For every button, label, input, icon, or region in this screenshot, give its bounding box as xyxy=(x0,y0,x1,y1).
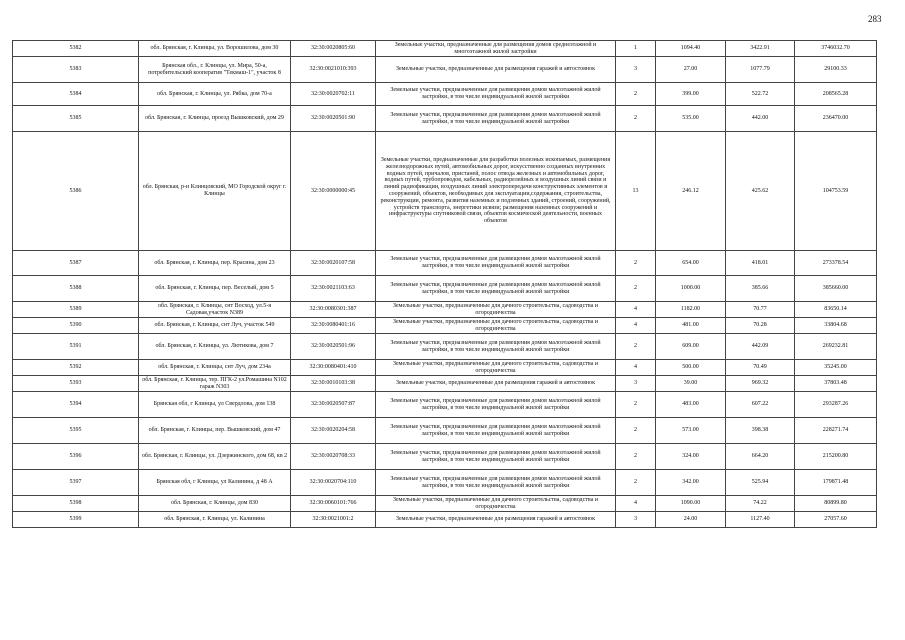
page-number: 283 xyxy=(868,14,882,24)
group-cell: 4 xyxy=(616,496,656,512)
group-cell: 4 xyxy=(616,318,656,334)
land-use-description-cell: Земельные участки, предназначенные для размещения домов малоэтажной жилой застройки, в том числе индивидуальной жилой застройки xyxy=(376,83,616,106)
cadastral-value-cell: 236470.00 xyxy=(795,106,877,132)
cadastral-number-cell: 32:30:0021001:2 xyxy=(291,512,376,528)
row-number: 5388 xyxy=(13,276,139,302)
rate-cell: 442.09 xyxy=(726,334,795,360)
group-cell: 2 xyxy=(616,392,656,418)
rate-cell: 1077.79 xyxy=(726,57,795,83)
row-number: 5382 xyxy=(13,41,139,57)
rate-cell: 385.66 xyxy=(726,276,795,302)
group-cell: 2 xyxy=(616,106,656,132)
cadastral-number-cell: 32:30:0020702:11 xyxy=(291,83,376,106)
row-number: 5390 xyxy=(13,318,139,334)
table-row xyxy=(13,57,877,83)
group-cell: 1 xyxy=(616,41,656,57)
address-cell: обл. Брянская, г. Клинцы, снт Луч, участок 549 xyxy=(139,318,291,334)
row-number: 5392 xyxy=(13,360,139,376)
address-cell: обл. Брянская, г. Клинцы, пер. Вышковский, дом 47 xyxy=(139,418,291,444)
row-number: 5383 xyxy=(13,57,139,83)
area-cell: 609.00 xyxy=(656,334,726,360)
rate-cell: 418.01 xyxy=(726,251,795,276)
group-cell: 4 xyxy=(616,360,656,376)
table-row xyxy=(13,360,877,376)
rate-cell: 398.38 xyxy=(726,418,795,444)
area-cell: 399.00 xyxy=(656,83,726,106)
area-cell: 246.12 xyxy=(656,132,726,251)
group-cell: 3 xyxy=(616,376,656,392)
land-use-description-cell: Земельные участки, предназначенные для размещения домов малоэтажной жилой застройки, в том числе индивидуальной жилой застройки xyxy=(376,276,616,302)
land-use-description-cell: Земельные участки, предназначенные для размещения гаражей и автостоянок xyxy=(376,512,616,528)
table-row xyxy=(13,106,877,132)
area-cell: 654.00 xyxy=(656,251,726,276)
cadastral-number-cell: 32:30:0080401:410 xyxy=(291,360,376,376)
group-cell: 2 xyxy=(616,470,656,496)
rate-cell: 607.22 xyxy=(726,392,795,418)
address-cell: обл. Брянская, г. Клинцы, ул. Калинина xyxy=(139,512,291,528)
land-registry-table xyxy=(12,40,877,528)
area-cell: 1000.00 xyxy=(656,276,726,302)
land-use-description-cell: Земельные участки, предназначенные для размещения домов малоэтажной жилой застройки, в том числе индивидуальной жилой застройки xyxy=(376,418,616,444)
cadastral-value-cell: 3746032.70 xyxy=(795,41,877,57)
area-cell: 483.00 xyxy=(656,392,726,418)
cadastral-value-cell: 104753.59 xyxy=(795,132,877,251)
cadastral-value-cell: 179871.48 xyxy=(795,470,877,496)
group-cell: 2 xyxy=(616,418,656,444)
land-use-description-cell: Земельные участки, предназначенные для размещения домов малоэтажной жилой застройки, в том числе индивидуальной жилой застройки xyxy=(376,470,616,496)
group-cell: 2 xyxy=(616,83,656,106)
table-body xyxy=(13,41,877,528)
land-use-description-cell: Земельные участки, предназначенные для дачного строительства, садоводства и огородничества xyxy=(376,318,616,334)
cadastral-number-cell: 32:30:0020507:87 xyxy=(291,392,376,418)
table-row xyxy=(13,302,877,318)
land-use-description-cell: Земельные участки, предназначенные для размещения гаражей и автостоянок xyxy=(376,57,616,83)
rate-cell: 522.72 xyxy=(726,83,795,106)
row-number: 5397 xyxy=(13,470,139,496)
area-cell: 481.00 xyxy=(656,318,726,334)
rate-cell: 664.20 xyxy=(726,444,795,470)
land-use-description-cell: Земельные участки, предназначенные для дачного строительства, садоводства и огородничества xyxy=(376,496,616,512)
cadastral-value-cell: 35245.00 xyxy=(795,360,877,376)
area-cell: 27.00 xyxy=(656,57,726,83)
table-row xyxy=(13,418,877,444)
table-row xyxy=(13,392,877,418)
cadastral-number-cell: 32:30:0020107:58 xyxy=(291,251,376,276)
row-number: 5384 xyxy=(13,83,139,106)
group-cell: 13 xyxy=(616,132,656,251)
row-number: 5394 xyxy=(13,392,139,418)
address-cell: обл. Брянская, г. Клинцы, пер. Красина, дом 23 xyxy=(139,251,291,276)
cadastral-value-cell: 273378.54 xyxy=(795,251,877,276)
row-number: 5391 xyxy=(13,334,139,360)
group-cell: 3 xyxy=(616,512,656,528)
area-cell: 535.00 xyxy=(656,106,726,132)
area-cell: 324.00 xyxy=(656,444,726,470)
cadastral-value-cell: 269232.81 xyxy=(795,334,877,360)
group-cell: 2 xyxy=(616,444,656,470)
area-cell: 342.00 xyxy=(656,470,726,496)
land-use-description-cell: Земельные участки, предназначенные для дачного строительства, садоводства и огородничества xyxy=(376,302,616,318)
cadastral-number-cell: 32:30:0020805:60 xyxy=(291,41,376,57)
address-cell: Брянская обл., г. Клинцы, ул. Мира, 50-а, потребительский кооператив "Текмаш-1", участок 8 xyxy=(139,57,291,83)
table-row xyxy=(13,83,877,106)
cadastral-value-cell: 293287.26 xyxy=(795,392,877,418)
address-cell: обл. Брянская, г. Клинцы, тер. ПГК-2 ул.Ромашина N102 гараж N303 xyxy=(139,376,291,392)
cadastral-number-cell: 32:30:0000000:45 xyxy=(291,132,376,251)
rate-cell: 525.94 xyxy=(726,470,795,496)
rate-cell: 969.32 xyxy=(726,376,795,392)
cadastral-value-cell: 80899.80 xyxy=(795,496,877,512)
rate-cell: 425.62 xyxy=(726,132,795,251)
address-cell: обл. Брянская, г. Клинцы, снт Луч, дом 234а xyxy=(139,360,291,376)
group-cell: 2 xyxy=(616,276,656,302)
address-cell: обл. Брянская, р-н Клинцовский, МО Городской округ г. Клинцы xyxy=(139,132,291,251)
rate-cell: 70.49 xyxy=(726,360,795,376)
table-row xyxy=(13,334,877,360)
area-cell: 500.00 xyxy=(656,360,726,376)
table-row xyxy=(13,251,877,276)
cadastral-number-cell: 32:30:0020704:110 xyxy=(291,470,376,496)
address-cell: Брянская обл, г Клинцы, ул Калинина, д 48 А xyxy=(139,470,291,496)
group-cell: 4 xyxy=(616,302,656,318)
cadastral-value-cell: 215200.80 xyxy=(795,444,877,470)
cadastral-value-cell: 27057.60 xyxy=(795,512,877,528)
cadastral-number-cell: 32:30:0021010:393 xyxy=(291,57,376,83)
cadastral-number-cell: 32:30:0021103:63 xyxy=(291,276,376,302)
cadastral-value-cell: 228271.74 xyxy=(795,418,877,444)
cadastral-value-cell: 37803.48 xyxy=(795,376,877,392)
land-use-description-cell: Земельные участки, предназначенные для дачного строительства, садоводства и огородничества xyxy=(376,360,616,376)
cadastral-number-cell: 32:30:0020204:58 xyxy=(291,418,376,444)
row-number: 5395 xyxy=(13,418,139,444)
land-use-description-cell: Земельные участки, предназначенные для размещения домов малоэтажной жилой застройки, в том числе индивидуальной жилой застройки xyxy=(376,334,616,360)
row-number: 5385 xyxy=(13,106,139,132)
cadastral-value-cell: 385660.00 xyxy=(795,276,877,302)
table-row xyxy=(13,470,877,496)
rate-cell: 74.22 xyxy=(726,496,795,512)
address-cell: Брянская обл, г Клинцы, ул Свердлова, дом 138 xyxy=(139,392,291,418)
cadastral-number-cell: 32:30:0080301:387 xyxy=(291,302,376,318)
land-use-description-cell: Земельные участки, предназначенные для размещения гаражей и автостоянок xyxy=(376,376,616,392)
land-use-description-cell: Земельные участки, предназначенные для размещения домов малоэтажной жилой застройки, в том числе индивидуальной жилой застройки xyxy=(376,106,616,132)
rate-cell: 3422.91 xyxy=(726,41,795,57)
address-cell: обл. Брянская, г. Клинцы, ул. Дзержинского, дом 68, кв 2 xyxy=(139,444,291,470)
rate-cell: 70.77 xyxy=(726,302,795,318)
land-use-description-cell: Земельные участки, предназначенные для размещения домов малоэтажной жилой застройки, в том числе индивидуальной жилой застройки xyxy=(376,392,616,418)
area-cell: 24.00 xyxy=(656,512,726,528)
address-cell: обл. Брянская, г. Клинцы, ул. Лютикова, дом 7 xyxy=(139,334,291,360)
land-use-description-cell: Земельные участки, предназначенные для разработки полезных ископаемых, размещения железнодорожных путей, автомобильных дорог, искусственно созданных внутренних водных путей, причалов, пристаней, полос отвода железных и автомобильных дорог, водных путей, трубопроводов, кабельных, радиорелейных и воздушных линий связи и линий радиофикации, воздушных линий электропередачи конструктивных элементов и сооружений, объектов, необходимых для эксплуатации,содержания, строительства, реконструкции, ремонта, развития наземных и подземных зданий, строений, сооружений, устройств транспорта, энергетики исвязи; размещения наземных сооружений и инфраструктуры спутниковой связи, объектов космической деятельности, военных объектов xyxy=(376,132,616,251)
group-cell: 2 xyxy=(616,334,656,360)
row-number: 5393 xyxy=(13,376,139,392)
cadastral-value-cell: 83650.14 xyxy=(795,302,877,318)
area-cell: 573.00 xyxy=(656,418,726,444)
row-number: 5387 xyxy=(13,251,139,276)
cadastral-number-cell: 32:30:0020708:33 xyxy=(291,444,376,470)
row-number: 5389 xyxy=(13,302,139,318)
area-cell: 39.00 xyxy=(656,376,726,392)
area-cell: 1090.00 xyxy=(656,496,726,512)
cadastral-number-cell: 32:30:0010103:38 xyxy=(291,376,376,392)
address-cell: обл. Брянская, г. Клинцы, ул. Рябка, дом 70-а xyxy=(139,83,291,106)
cadastral-number-cell: 32:30:0060101:766 xyxy=(291,496,376,512)
table-row xyxy=(13,444,877,470)
cadastral-number-cell: 32:30:0020501:96 xyxy=(291,334,376,360)
land-use-description-cell: Земельные участки, предназначенные для размещения домов малоэтажной жилой застройки, в том числе индивидуальной жилой застройки xyxy=(376,251,616,276)
group-cell: 3 xyxy=(616,57,656,83)
table-row xyxy=(13,132,877,251)
address-cell: обл. Брянская, г. Клинцы, пер. Веселый, дом 5 xyxy=(139,276,291,302)
cadastral-value-cell: 29100.33 xyxy=(795,57,877,83)
table-row xyxy=(13,512,877,528)
table-row xyxy=(13,276,877,302)
area-cell: 1182.00 xyxy=(656,302,726,318)
rate-cell: 442.00 xyxy=(726,106,795,132)
table-row xyxy=(13,41,877,57)
cadastral-value-cell: 208565.28 xyxy=(795,83,877,106)
address-cell: обл. Брянская, г. Клинцы, ул. Ворошилова, дом 30 xyxy=(139,41,291,57)
cadastral-number-cell: 32:30:0080401:16 xyxy=(291,318,376,334)
area-cell: 1094.40 xyxy=(656,41,726,57)
address-cell: обл. Брянская, г. Клинцы, проезд Вышковский, дом 29 xyxy=(139,106,291,132)
table-row xyxy=(13,318,877,334)
cadastral-value-cell: 33804.68 xyxy=(795,318,877,334)
row-number: 5399 xyxy=(13,512,139,528)
table-row xyxy=(13,496,877,512)
row-number: 5396 xyxy=(13,444,139,470)
land-use-description-cell: Земельные участки, предназначенные для размещения домов малоэтажной жилой застройки, в том числе индивидуальной жилой застройки xyxy=(376,444,616,470)
row-number: 5386 xyxy=(13,132,139,251)
land-use-description-cell: Земельные участки, предназначенные для размещения домов среднеэтажной и многоэтажной жилой застройки xyxy=(376,41,616,57)
address-cell: обл. Брянская, г. Клинцы, дом 830 xyxy=(139,496,291,512)
group-cell: 2 xyxy=(616,251,656,276)
cadastral-number-cell: 32:30:0020501:90 xyxy=(291,106,376,132)
table-row xyxy=(13,376,877,392)
rate-cell: 1127.40 xyxy=(726,512,795,528)
rate-cell: 70.28 xyxy=(726,318,795,334)
address-cell: обл. Брянская, г. Клинцы, снт Восход, ул.5-я Садовая,участок N389 xyxy=(139,302,291,318)
row-number: 5398 xyxy=(13,496,139,512)
